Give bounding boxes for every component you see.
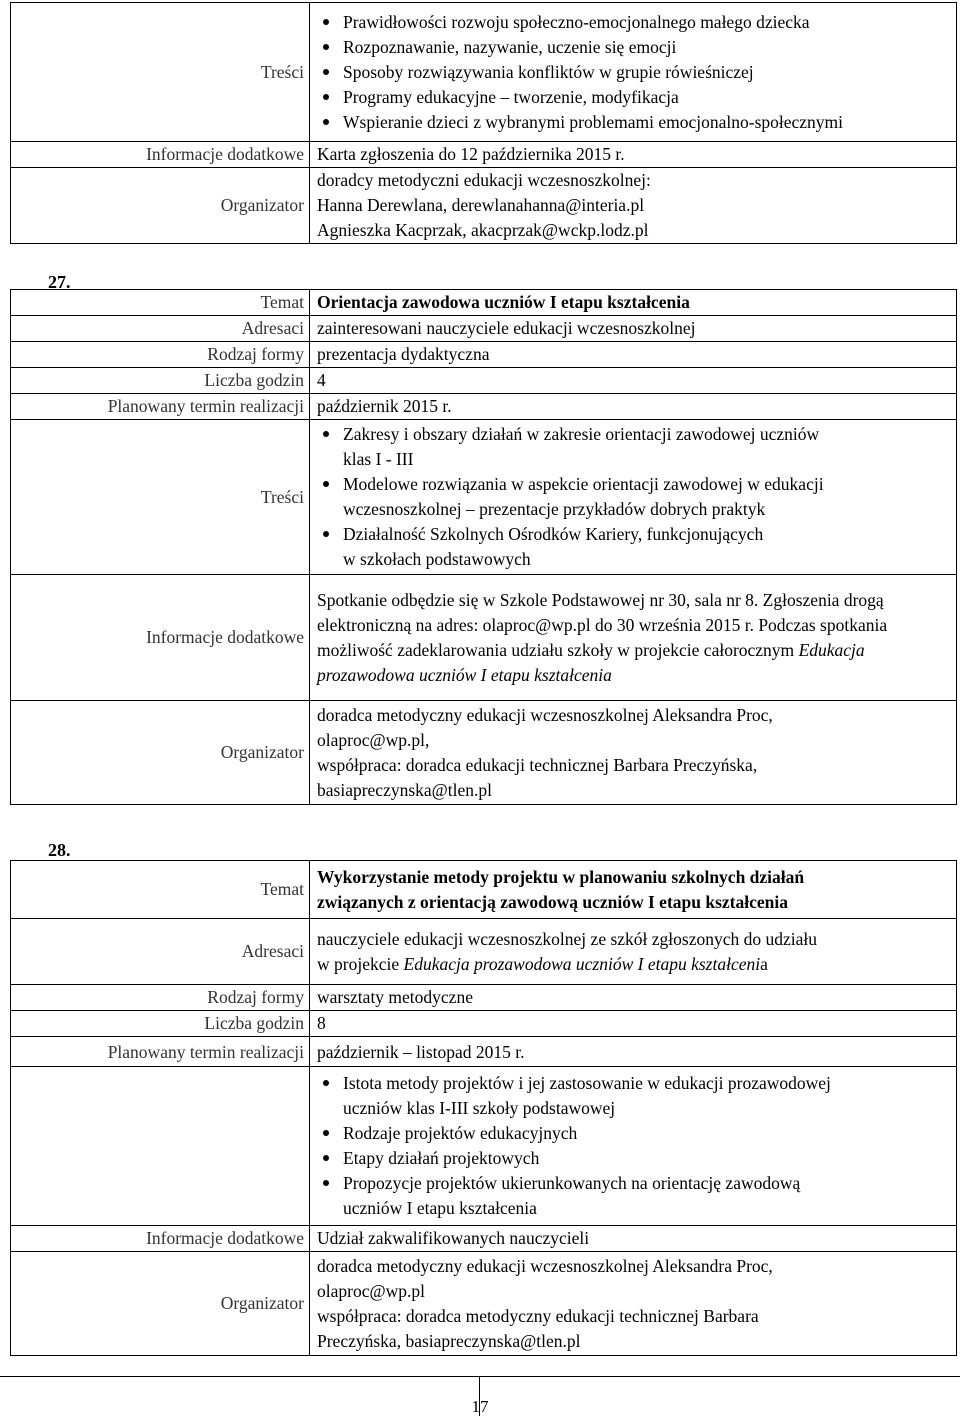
- row-temat: [11, 290, 957, 316]
- organizer-line: współpraca: doradca metodyczny edukacji technicznej Barbara: [317, 1305, 759, 1326]
- row-info: [11, 142, 957, 168]
- list-item: Programy edukacyjne – tworzenie, modyfikacja: [317, 85, 948, 110]
- page-number: 17: [471, 1397, 489, 1416]
- row-organizator: [11, 701, 957, 805]
- row-tresci: [11, 1067, 957, 1226]
- tresci-list: [317, 422, 948, 572]
- label-adresaci: Adresaci: [11, 919, 310, 985]
- tresci-list: [317, 10, 948, 135]
- row-temat: [11, 861, 957, 919]
- list-item: Wspieranie dzieci z wybranymi problemami emocjonalno-społecznymi: [317, 110, 948, 135]
- row-termin: [11, 394, 957, 420]
- label-termin: Planowany termin realizacji: [11, 1037, 310, 1067]
- label-info: Informacje dodatkowe: [11, 575, 310, 701]
- label-rodzaj-formy: Rodzaj formy: [11, 342, 310, 368]
- list-item: Rozpoznawanie, nazywanie, uczenie się emocji: [317, 35, 948, 60]
- organizer-line: doradcy metodyczni edukacji wczesnoszkolnej:: [317, 170, 651, 190]
- section-number-27: 27.: [48, 272, 71, 292]
- list-item: Propozycje projektów ukierunkowanych na orientację zawodową uczniów I etapu kształcenia: [317, 1171, 948, 1221]
- organizer-line: Hanna Derewlana, derewlanahanna@interia.pl: [317, 195, 645, 215]
- row-adresaci: [11, 316, 957, 342]
- row-rodzaj-formy: [11, 985, 957, 1011]
- label-info: Informacje dodatkowe: [11, 142, 310, 168]
- value-info: Udział zakwalifikowanych nauczycieli: [310, 1226, 957, 1252]
- row-info: [11, 575, 957, 701]
- organizer-line: Agnieszka Kacprzak, akacprzak@wckp.lodz.pl: [317, 220, 649, 240]
- list-item: Prawidłowości rozwoju społeczno-emocjonalnego małego dziecka: [317, 10, 948, 35]
- section-27-table: [10, 289, 957, 805]
- label-organizator: Organizator: [11, 1252, 310, 1356]
- row-termin: [11, 1037, 957, 1067]
- row-liczba-godzin: [11, 1011, 957, 1037]
- row-adresaci: Adresaci nauczyciele edukacji wczesnoszkolnej ze szkół zgłoszonych do udziału w projekcie Edukacja prozawodowa uczniów I etapu kształcenia: [11, 919, 957, 985]
- row-tresci: [11, 420, 957, 575]
- tresci-list: [317, 1071, 948, 1221]
- value-info: Karta zgłoszenia do 12 października 2015 r.: [310, 142, 957, 168]
- row-organizator: [11, 168, 957, 244]
- list-item: Działalność Szkolnych Ośrodków Kariery, funkcjonujących w szkołach podstawowych: [317, 522, 948, 572]
- label-liczba-godzin: Liczba godzin: [11, 368, 310, 394]
- label-organizator: Organizator: [11, 701, 310, 805]
- section-number-28: 28.: [48, 840, 71, 860]
- list-item: Rodzaje projektów edukacyjnych: [317, 1121, 948, 1146]
- list-item: Zakresy i obszary działań w zakresie orientacji zawodowej uczniów klas I - III: [317, 422, 948, 472]
- footer-rule: [0, 1376, 960, 1377]
- label-tresci-empty: [11, 1067, 310, 1226]
- label-tresci: Treści: [11, 3, 310, 142]
- value-rodzaj-formy: warsztaty metodyczne: [310, 985, 957, 1011]
- label-tresci: Treści: [11, 420, 310, 575]
- value-termin: październik 2015 r.: [310, 394, 957, 420]
- temat-line: związanych z orientacją zawodową uczniów I etapu kształcenia: [317, 891, 788, 912]
- label-temat: Temat: [11, 290, 310, 316]
- list-item: Istota metody projektów i jej zastosowanie w edukacji prozawodowej uczniów klas I-III szkoły podstawowej: [317, 1071, 948, 1121]
- label-adresaci: Adresaci: [11, 316, 310, 342]
- list-item: Etapy działań projektowych: [317, 1146, 948, 1171]
- organizer-line: Preczyńska, basiapreczynska@tlen.pl: [317, 1330, 581, 1351]
- label-temat: Temat: [11, 861, 310, 919]
- label-rodzaj-formy: Rodzaj formy: [11, 985, 310, 1011]
- label-termin: Planowany termin realizacji: [11, 394, 310, 420]
- value-rodzaj-formy: prezentacja dydaktyczna: [310, 342, 957, 368]
- row-liczba-godzin: [11, 368, 957, 394]
- temat-line: Wykorzystanie metody projektu w planowaniu szkolnych działań: [317, 866, 805, 887]
- label-organizator: Organizator: [11, 168, 310, 244]
- organizer-line: basiapreczynska@tlen.pl: [317, 779, 493, 800]
- section-28-table: [10, 860, 957, 1356]
- organizer-line: doradca metodyczny edukacji wczesnoszkolnej Aleksandra Proc,: [317, 1255, 773, 1276]
- row-organizator: [11, 1252, 957, 1356]
- list-item: Sposoby rozwiązywania konfliktów w grupie rówieśniczej: [317, 60, 948, 85]
- organizer-line: olaproc@wp.pl,: [317, 729, 430, 750]
- value-info: Spotkanie odbędzie się w Szkole Podstawowej nr 30, sala nr 8. Zgłoszenia drogą elektroniczną na adres: olaproc@wp.pl do 30 września 2015 r. Podczas spotkania możliwość zadeklarowania udziału szkoły w projekcie całorocznym Edukacja prozawodowa uczniów I etapu kształcenia: [310, 575, 957, 701]
- label-info: Informacje dodatkowe: [11, 1226, 310, 1252]
- section-26-table: [10, 2, 957, 244]
- value-adresaci: zainteresowani nauczyciele edukacji wczesnoszkolnej: [310, 316, 957, 342]
- value-liczba-godzin: 8: [310, 1011, 957, 1037]
- row-info: [11, 1226, 957, 1252]
- value-termin: październik – listopad 2015 r.: [310, 1037, 957, 1067]
- row-rodzaj-formy: [11, 342, 957, 368]
- organizer-line: doradca metodyczny edukacji wczesnoszkolnej Aleksandra Proc,: [317, 704, 773, 725]
- label-liczba-godzin: Liczba godzin: [11, 1011, 310, 1037]
- organizer-line: współpraca: doradca edukacji technicznej Barbara Preczyńska,: [317, 754, 758, 775]
- list-item: Modelowe rozwiązania w aspekcie orientacji zawodowej w edukacji wczesnoszkolnej – prezentacje przykładów dobrych praktyk: [317, 472, 948, 522]
- value-liczba-godzin: 4: [310, 368, 957, 394]
- row-tresci: [11, 3, 957, 142]
- organizer-line: olaproc@wp.pl: [317, 1280, 425, 1301]
- value-temat: Orientacja zawodowa uczniów I etapu kształcenia: [310, 290, 957, 316]
